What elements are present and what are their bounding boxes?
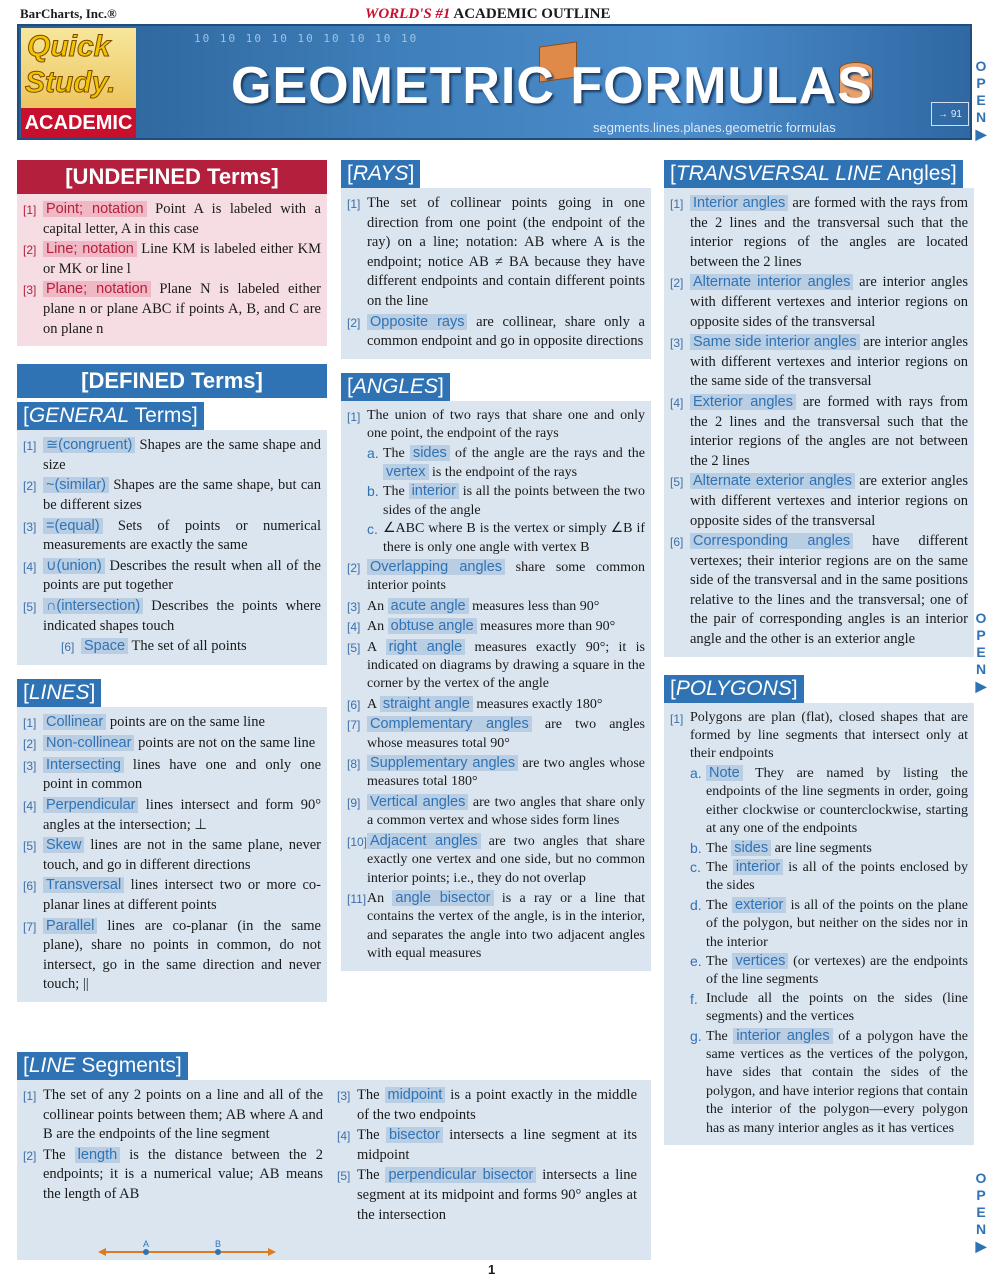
definition: lines have one and only one point in common xyxy=(43,756,321,793)
keyword: Point; notation xyxy=(43,201,147,217)
keyword: Adjacent angles xyxy=(367,833,481,849)
prefix: A xyxy=(367,639,386,655)
keyword: Opposite rays xyxy=(367,314,467,330)
sub-item xyxy=(690,1027,968,1138)
title-banner xyxy=(17,24,972,140)
item-number: [10] xyxy=(347,834,368,849)
definition: Describes the result when all of the points are put together xyxy=(43,557,321,594)
defined-terms-header: [DEFINED Terms] xyxy=(17,364,327,398)
definition: of the angle are the rays and the xyxy=(449,445,646,461)
tagline xyxy=(365,6,610,23)
item-number: [1] xyxy=(670,197,684,211)
definition: Line KM is labeled either KM or MK or line l xyxy=(43,241,322,277)
list-item xyxy=(670,393,968,471)
definition: are interior angles with different vertexes and interior regions on the same side of the transversal xyxy=(690,334,968,390)
prefix: The xyxy=(357,1127,387,1144)
definition: is all of the points enclosed by the sides xyxy=(706,859,968,894)
list-item xyxy=(347,889,645,964)
keyword: interior angles xyxy=(733,1028,832,1044)
open-letter: E xyxy=(976,1204,986,1220)
keyword: ∪(union) xyxy=(43,558,105,574)
item-number: [2] xyxy=(670,276,684,291)
open-letter: O xyxy=(975,1170,987,1186)
list-item xyxy=(23,200,321,239)
definition: lines are not in the same plane, never touch, and go in different directions xyxy=(43,837,321,873)
item-number: [9] xyxy=(347,795,361,810)
open-letter: N xyxy=(975,1221,987,1237)
prefix: The xyxy=(706,1028,734,1044)
sub-item xyxy=(690,764,968,839)
definition: are formed with rays from the 2 lines and the transversal such that the interior regions of the angles are not between the 2 lines xyxy=(690,393,968,469)
bracket: [ xyxy=(23,404,29,428)
header-rest: Angles] xyxy=(882,162,957,185)
keyword: Complementary angles xyxy=(367,716,532,732)
prefix: A xyxy=(367,696,380,712)
tagline-red: WORLD'S #1 xyxy=(365,6,451,22)
item-number: [3] xyxy=(23,283,37,298)
keyword: exterior xyxy=(732,897,786,913)
definition: They are named by listing the endpoints of the line segments in order, going either clockwise or counterclockwise, starting at any one of the endpoints xyxy=(706,765,968,837)
definition: is the endpoint of the rays xyxy=(428,464,578,480)
open-letter: O xyxy=(975,610,987,626)
rays-box xyxy=(341,188,651,359)
list-item xyxy=(23,476,321,515)
line-segment-diagram xyxy=(98,1240,276,1260)
prefix: The xyxy=(383,445,410,461)
definition: Sets of points or numerical measurements are exactly the same xyxy=(43,517,321,554)
definition: (or vertexes) are the endpoints of the line segments xyxy=(706,953,969,988)
keyword: Note xyxy=(706,765,743,781)
open-letter: E xyxy=(976,92,986,108)
open-letter: P xyxy=(976,627,986,643)
item-text xyxy=(43,280,321,339)
list-item xyxy=(23,240,321,279)
definition: are two angles that share only a common vertex and whose sides form lines xyxy=(367,794,645,829)
keyword: Non-collinear xyxy=(43,735,134,751)
arrow-left-icon xyxy=(98,1248,106,1256)
sub-item xyxy=(690,896,968,952)
item-number: [3] xyxy=(23,519,37,534)
item-number: [2] xyxy=(23,243,37,258)
keyword: Transversal xyxy=(43,877,124,893)
keyword: Vertical angles xyxy=(367,794,468,810)
list-item xyxy=(337,1086,637,1125)
prefix: An xyxy=(367,619,388,635)
definition: have different vertexes; their interior regions are on the same side of the transversal and in the same positions relative to the lines and the transversal; one of the pair of corresponding angles is an interior angle and the other is an exterior angle xyxy=(690,533,968,648)
list-item xyxy=(23,713,321,734)
logo-line2: Study. xyxy=(25,66,116,99)
logo-line3: ACADEMIC xyxy=(21,108,136,138)
undefined-terms-header: [UNDEFINED Terms] xyxy=(17,160,327,194)
keyword: midpoint xyxy=(385,1087,446,1103)
definition: are two angles whose measures total 180° xyxy=(367,756,645,790)
keyword: Alternate interior angles xyxy=(690,274,853,290)
definition: points are not on the same line xyxy=(134,735,316,752)
definition: are two angles that share exactly one vertex and one side, but no common interior points; i.e., they do not overlap xyxy=(367,833,646,886)
list-item xyxy=(23,917,321,995)
item-number: [5] xyxy=(670,475,684,490)
list-item xyxy=(347,313,645,352)
header-italic: TRANSVERSAL LINE xyxy=(675,162,883,185)
header-italic: LINES xyxy=(28,680,90,704)
sub-item xyxy=(367,482,645,520)
list-item xyxy=(347,558,645,596)
item-number: [3] xyxy=(670,336,684,351)
list-item xyxy=(670,709,968,1138)
tagline-black: ACADEMIC OUTLINE xyxy=(453,6,611,22)
header-italic: POLYGONS xyxy=(675,676,792,700)
keyword: interior xyxy=(733,859,783,875)
list-item xyxy=(337,1126,637,1165)
prefix: The xyxy=(706,897,733,913)
definition: points are on the same line xyxy=(106,713,265,730)
sub-item xyxy=(367,520,645,557)
segments-col-b xyxy=(337,1086,637,1254)
prefix: The xyxy=(383,484,409,500)
definition: lines intersect and form 90° angles at the intersection; ⊥ xyxy=(43,797,321,833)
item-number: [1] xyxy=(23,439,37,454)
list-item xyxy=(347,695,645,714)
banner-box-label: → 91 xyxy=(931,102,969,126)
item-number: [5] xyxy=(347,640,361,655)
open-letter: N xyxy=(975,661,987,677)
definition: Polygons are plan (flat), closed shapes that are formed by line segments that intersect only at their endpoints xyxy=(690,709,968,762)
list-item xyxy=(347,754,645,792)
definition: ∠ABC where B is the vertex or simply ∠B if there is only one angle with vertex B xyxy=(383,521,645,555)
list-item xyxy=(23,1086,323,1145)
item-number: [5] xyxy=(337,1169,351,1184)
sub-letter: b. xyxy=(690,839,702,856)
item-number: [1] xyxy=(347,197,361,211)
open-tab-middle[interactable] xyxy=(974,610,988,695)
list-item xyxy=(23,597,321,636)
definition: are formed with the rays from the 2 lines and the transversal such that the interior regions of the angles are located between the 2 lines xyxy=(690,195,968,270)
transversal-box xyxy=(664,188,974,657)
sub-letter: b. xyxy=(367,483,379,500)
publisher-label: BarCharts, Inc.® xyxy=(20,6,117,21)
bracket: [ xyxy=(670,162,676,185)
keyword: ∩(intersection) xyxy=(43,598,143,614)
lines-box xyxy=(17,707,327,1002)
item-number: [6] xyxy=(23,879,37,894)
sub-letter: d. xyxy=(690,896,702,913)
definition: The set of collinear points going in one direction from one point (the endpoint of the ray) on a line; notation: AB where A is the endpoint; notice AB ≠ BA because they have different endpoints and contain different points on the line xyxy=(367,195,645,309)
definition: Plane N is labeled either plane n or plane ABC if points A, B, and C are on plane n xyxy=(43,281,321,337)
item-number: [7] xyxy=(23,919,37,934)
bracket: [ xyxy=(23,1054,29,1077)
list-item xyxy=(347,194,645,312)
list-item xyxy=(23,637,321,658)
item-number: [7] xyxy=(347,718,361,733)
definition: lines are co-planar (in the same plane), share no points in common, do not intersect, go in the same direction and never touch; || xyxy=(43,917,321,993)
keyword: perpendicular bisector xyxy=(385,1167,536,1183)
column-left xyxy=(17,160,327,1002)
polygons-header: [POLYGONS] xyxy=(664,675,804,703)
definition: intersects a line segment at its midpoint xyxy=(357,1127,638,1163)
item-number: [2] xyxy=(23,1148,37,1163)
keyword: Parallel xyxy=(43,918,97,934)
keyword: acute angle xyxy=(388,598,469,614)
header-italic: ANGLES xyxy=(352,374,439,398)
keyword: Perpendicular xyxy=(43,797,138,813)
item-number: [1] xyxy=(23,1089,37,1103)
arrow-right-icon xyxy=(268,1248,276,1256)
definition: Point A is labeled with a capital letter, A in this case xyxy=(43,201,321,237)
line-segments-section xyxy=(17,1052,651,1260)
open-letter: N xyxy=(975,109,987,125)
page-title: GEOMETRIC FORMULAS xyxy=(231,57,873,115)
list-item xyxy=(670,194,968,272)
list-item xyxy=(347,617,645,636)
keyword: obtuse angle xyxy=(388,618,477,634)
page-subtitle: segments.lines.planes.geometric formulas xyxy=(593,120,836,135)
definition: are collinear, share only a common endpoint and go in opposite directions xyxy=(367,313,645,350)
definition: The union of two rays that share one and only one point, the endpoint of the rays xyxy=(367,407,645,442)
definition: is all the points between the two sides of the angle xyxy=(383,484,645,518)
sub-item xyxy=(690,858,968,896)
definition: The set of all points xyxy=(128,638,247,655)
keyword: vertices xyxy=(732,953,788,969)
prefix: An xyxy=(367,598,388,614)
keyword: Intersecting xyxy=(43,757,124,773)
item-number: [4] xyxy=(670,395,684,410)
prefix: The xyxy=(357,1167,386,1184)
rays-header: [RAYS] xyxy=(341,160,420,188)
item-number: [3] xyxy=(347,599,361,614)
item-number: [1] xyxy=(347,409,361,424)
prefix: The xyxy=(706,953,733,969)
list-item xyxy=(23,796,321,835)
keyword: Corresponding angles xyxy=(690,533,853,549)
sub-letter: a. xyxy=(690,764,702,781)
prefix: The xyxy=(706,840,732,856)
list-item xyxy=(347,715,645,753)
open-letter: P xyxy=(976,75,986,91)
definition: are line segments xyxy=(771,840,872,856)
list-item xyxy=(337,1166,637,1225)
polygons-box xyxy=(664,703,974,1145)
column-middle xyxy=(341,160,651,971)
point-a-dot xyxy=(143,1249,149,1255)
keyword: =(equal) xyxy=(43,518,103,534)
list-item xyxy=(23,876,321,915)
list-item xyxy=(347,597,645,616)
sub-letter: a. xyxy=(367,444,379,461)
item-number: [1] xyxy=(670,711,684,726)
definition: measures exactly 90°; it is indicated on diagrams by drawing a square in the corner by the vertex of the angle xyxy=(367,639,645,692)
open-letter: E xyxy=(976,644,986,660)
keyword: right angle xyxy=(386,639,466,655)
keyword: Exterior angles xyxy=(690,394,796,410)
keyword: angle bisector xyxy=(392,890,493,906)
page-number: 1 xyxy=(488,1262,496,1277)
list-item xyxy=(670,532,968,650)
item-number: [2] xyxy=(23,737,37,752)
keyword: Overlapping angles xyxy=(367,559,505,575)
list-item xyxy=(23,1146,323,1205)
prefix: The xyxy=(706,859,733,875)
item-number: [4] xyxy=(347,620,361,635)
item-number: [1] xyxy=(23,203,37,217)
keyword: straight angle xyxy=(380,696,473,712)
open-tab-bottom[interactable] xyxy=(974,1170,988,1255)
keyword: Plane; notation xyxy=(43,281,151,297)
keyword: Skew xyxy=(43,837,84,853)
angles-header: [ANGLES] xyxy=(341,373,450,401)
item-number: [4] xyxy=(23,559,37,574)
sub-letter: e. xyxy=(690,952,702,969)
definition: is a ray or a line that contains the vertex of the angle, is in the interior, and separates the angle into two adjacent angles with equal measures xyxy=(367,890,645,962)
column-right xyxy=(664,160,974,1145)
keyword: Line; notation xyxy=(43,241,137,257)
logo-line1: Quick xyxy=(27,30,111,63)
keyword: sides xyxy=(731,840,771,856)
sub-item xyxy=(690,990,968,1027)
banner-deco-text: 10 10 10 10 10 10 10 10 10 xyxy=(194,32,419,45)
header-italic: RAYS xyxy=(352,162,409,185)
sub-item xyxy=(367,444,645,483)
quickstudy-logo xyxy=(21,28,136,138)
definition: is the distance between the 2 endpoints; it is a numerical value; AB means the length of AB xyxy=(43,1146,323,1202)
item-number: [4] xyxy=(23,799,37,814)
item-number: [2] xyxy=(347,561,361,575)
definition: is all of the points on the plane of the polygon, but neither on the sides nor in the interior xyxy=(706,897,969,950)
list-item xyxy=(347,638,645,694)
list-item xyxy=(670,273,968,332)
list-item xyxy=(23,836,321,875)
definition: Shapes are the same shape, but can be different sizes xyxy=(43,477,321,513)
item-number: [4] xyxy=(337,1129,351,1144)
definition: intersects a line segment at its midpoint and forms 90° angles at the intersection xyxy=(357,1167,637,1223)
lines-header: [LINES] xyxy=(17,679,101,707)
list-item xyxy=(347,793,645,831)
list-item xyxy=(670,472,968,531)
item-number: [1] xyxy=(23,715,37,730)
sub-item xyxy=(690,839,968,858)
item-text xyxy=(43,200,321,239)
definition: lines intersect two or more co-planar lines at different points xyxy=(43,877,321,914)
definition: Describes the points where indicated shapes touch xyxy=(43,597,321,634)
keyword: Space xyxy=(81,638,128,654)
list-item xyxy=(23,436,321,475)
sub-letter: g. xyxy=(690,1027,702,1044)
keyword: Supplementary angles xyxy=(367,755,518,771)
list-item xyxy=(23,280,321,339)
open-letter: O xyxy=(975,58,987,74)
keyword: Interior angles xyxy=(690,195,788,211)
definition: share some common interior points xyxy=(367,560,645,594)
open-tab-top[interactable] xyxy=(974,58,988,143)
prefix: An xyxy=(367,890,393,906)
header-rest: Terms] xyxy=(129,404,198,428)
point-a-label: A xyxy=(143,1240,150,1249)
definition: measures more than 90° xyxy=(476,619,616,635)
sub-letter: c. xyxy=(367,521,378,538)
arrow-right-icon: ▶ xyxy=(975,126,987,142)
item-number: [5] xyxy=(23,839,37,854)
header-italic: LINE xyxy=(28,1054,76,1077)
general-terms-box xyxy=(17,430,327,665)
list-item xyxy=(347,407,645,557)
keyword: ~(similar) xyxy=(43,477,109,493)
undefined-terms-box xyxy=(17,194,327,346)
item-number: [11] xyxy=(347,891,367,906)
item-number: [6] xyxy=(61,640,75,655)
item-number: [2] xyxy=(347,315,361,330)
definition: The set of any 2 points on a line and all of the collinear points between them; AB where A and B are the endpoints of the line segment xyxy=(43,1087,323,1143)
line-segments-box xyxy=(17,1080,651,1260)
definition: of a polygon have the same vertices as the vertices of the polygon, have sides that contain the sides of the polygon, and have interior regions that contain the interior of the polygon—every polygon has as many interior angles as it has vertices xyxy=(706,1028,969,1136)
list-item xyxy=(23,517,321,556)
point-b-dot xyxy=(215,1249,221,1255)
prefix: The xyxy=(357,1087,385,1103)
list-item xyxy=(23,557,321,596)
keyword: interior xyxy=(409,483,459,499)
list-item xyxy=(23,734,321,755)
item-number: [5] xyxy=(23,599,37,614)
definition: measures less than 90° xyxy=(468,598,600,614)
sub-letter: c. xyxy=(690,858,701,875)
keyword: vertex xyxy=(383,464,429,480)
item-number: [6] xyxy=(347,697,361,712)
definition: are exterior angles with different vertexes and interior regions on opposite sides of the transversal xyxy=(690,473,968,529)
keyword: ≅(congruent) xyxy=(43,437,135,453)
item-number: [6] xyxy=(670,535,684,550)
header-rest: Segments] xyxy=(75,1054,182,1077)
angles-box xyxy=(341,401,651,971)
item-number: [3] xyxy=(337,1089,351,1103)
keyword: Collinear xyxy=(43,714,106,730)
keyword: Same side interior angles xyxy=(690,334,860,350)
definition: Shapes are the same shape and size xyxy=(43,437,321,473)
open-letter: P xyxy=(976,1187,986,1203)
item-number: [2] xyxy=(23,479,37,494)
definition: is a point exactly in the middle of the two endpoints xyxy=(357,1087,638,1123)
definition: measures exactly 180° xyxy=(472,696,603,712)
list-item xyxy=(23,756,321,795)
segments-col-a xyxy=(23,1086,323,1254)
item-text xyxy=(43,240,321,279)
keyword: length xyxy=(75,1147,121,1163)
point-b-label: B xyxy=(215,1240,222,1249)
transversal-header xyxy=(664,160,963,188)
keyword: sides xyxy=(410,445,450,461)
arrow-right-icon: ▶ xyxy=(975,678,987,694)
arrow-right-icon: ▶ xyxy=(975,1238,987,1254)
item-number: [3] xyxy=(23,758,37,773)
keyword: Alternate exterior angles xyxy=(690,473,855,489)
list-item xyxy=(670,333,968,392)
sub-letter: f. xyxy=(690,990,698,1007)
sub-item xyxy=(690,952,968,990)
definition: are two angles whose measures total 90° xyxy=(367,717,645,751)
header-italic: GENERAL xyxy=(28,404,130,428)
list-item xyxy=(347,832,645,888)
keyword: bisector xyxy=(386,1127,443,1143)
definition: are interior angles with different vertexes and interior regions on opposite sides of the transversal xyxy=(690,274,968,330)
definition: Include all the points on the sides (line segments) and the vertices xyxy=(706,990,968,1025)
item-number: [8] xyxy=(347,757,361,772)
line-segments-header xyxy=(17,1052,188,1080)
general-terms-header xyxy=(17,402,204,430)
prefix: The xyxy=(43,1146,75,1163)
